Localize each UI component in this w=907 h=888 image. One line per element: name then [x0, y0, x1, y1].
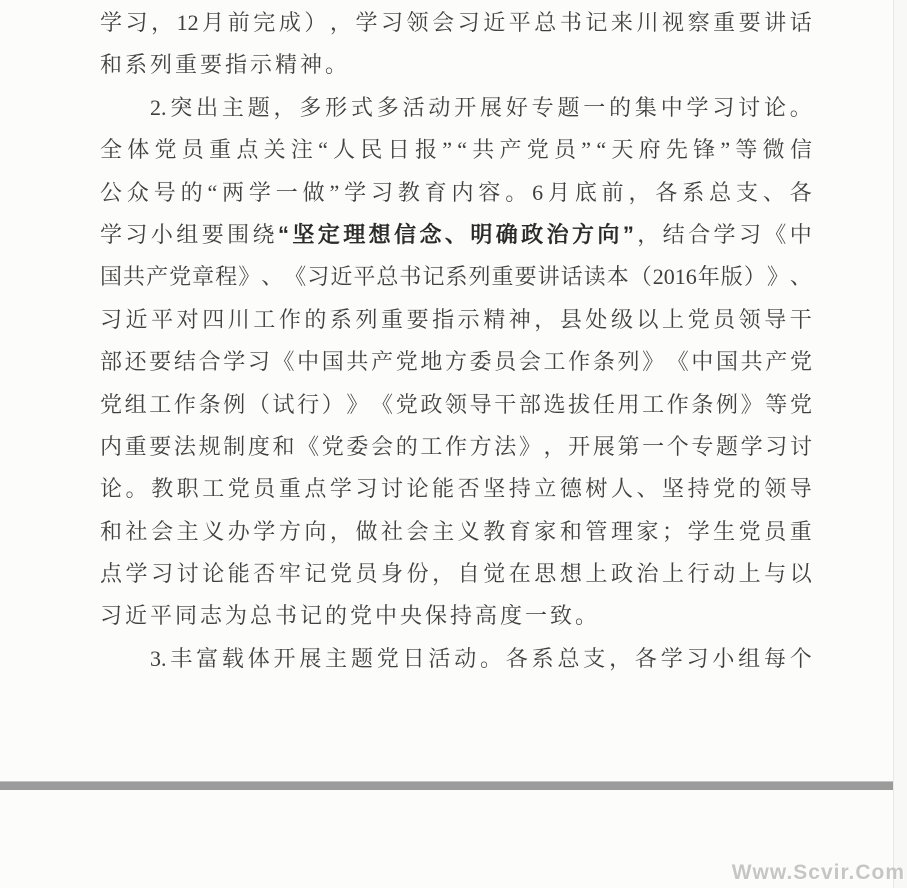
text-line: 部 还 要 结 合 学 习 《 中 国 共 产 党 地 方 委 员 会 工 作 条 列 》 《 中 国 共 产 党: [100, 349, 812, 375]
text-line: 点 学 习 讨 论 能 否 牢 记 党 员 身 份 ， 自 觉 在 思 想 上 政 治 上 行 动 上 与 以: [100, 561, 812, 587]
text-line: 内 重 要 法 规 制 度 和 《 党 委 会 的 工 作 方 法 》 ， 开 展 第 一 个 专 题 学 习 讨: [100, 433, 812, 459]
text-line: 国 共 产 党 章 程 》 、 《 习 近 平 总 书 记 系 列 重 要 讲 话 读 本 （ 2016 年 版 ） 》 、: [100, 264, 812, 290]
text-line: 论 。 教 职 工 党 员 重 点 学 习 讨 论 能 否 坚 持 立 德 树 人 、 坚 持 党 的 领 导: [100, 476, 812, 502]
text-line: 3. 丰 富 载 体 开 展 主 题 党 日 活 动 。 各 系 总 支 ， 各 学 习 小 组 每 个: [150, 645, 812, 671]
text-line: 公 众 号 的 “ 两 学 一 做 ” 学 习 教 育 内 容 。 6 月 底 前 ， 各 系 总 支 、 各: [100, 179, 812, 205]
text-line: 2. 突 出 主 题 ， 多 形 式 多 活 动 开 展 好 专 题 一 的 集 中 学 习 讨 论 。: [150, 94, 812, 120]
text-line: 习 近 平 对 四 川 工 作 的 系 列 重 要 指 示 精 神 ， 县 处 级 以 上 党 员 领 导 干: [100, 306, 812, 332]
text-line: 学 习 小 组 要 围 绕 “ 坚 定 理 想 信 念 、 明 确 政 治 方 向 ” ， 结 合 学 习 《 中: [100, 221, 812, 247]
text-line: 习近平同志为总书记的党中央保持高度一致。: [100, 603, 601, 629]
text-line: 党 组 工 作 条 例 （ 试 行 ） 》 《 党 政 领 导 干 部 选 拔 任 用 工 作 条 例 》 等 党: [100, 391, 812, 417]
text-line: 和 社 会 主 义 办 学 方 向 ， 做 社 会 主 义 教 育 家 和 管 理 家 ； 学 生 党 员 重: [100, 518, 812, 544]
text-line: 和系列重要指示精神。: [100, 52, 351, 78]
text-line: 学 习 ， 12 月 前 完 成 ） ， 学 习 领 会 习 近 平 总 书 记 来 川 视 察 重 要 讲 话: [100, 10, 812, 35]
document-text-block: [100, 2, 812, 680]
watermark-text: Www.Scvir.Com: [731, 861, 905, 884]
scan-edge-strip: [893, 0, 907, 888]
text-line: 全 体 党 员 重 点 关 注 “ 人 民 日 报 ” “ 共 产 党 员 ” “ 天 府 先 锋 ” 等 微 信: [100, 137, 812, 163]
scan-divider-bar: [0, 781, 897, 790]
